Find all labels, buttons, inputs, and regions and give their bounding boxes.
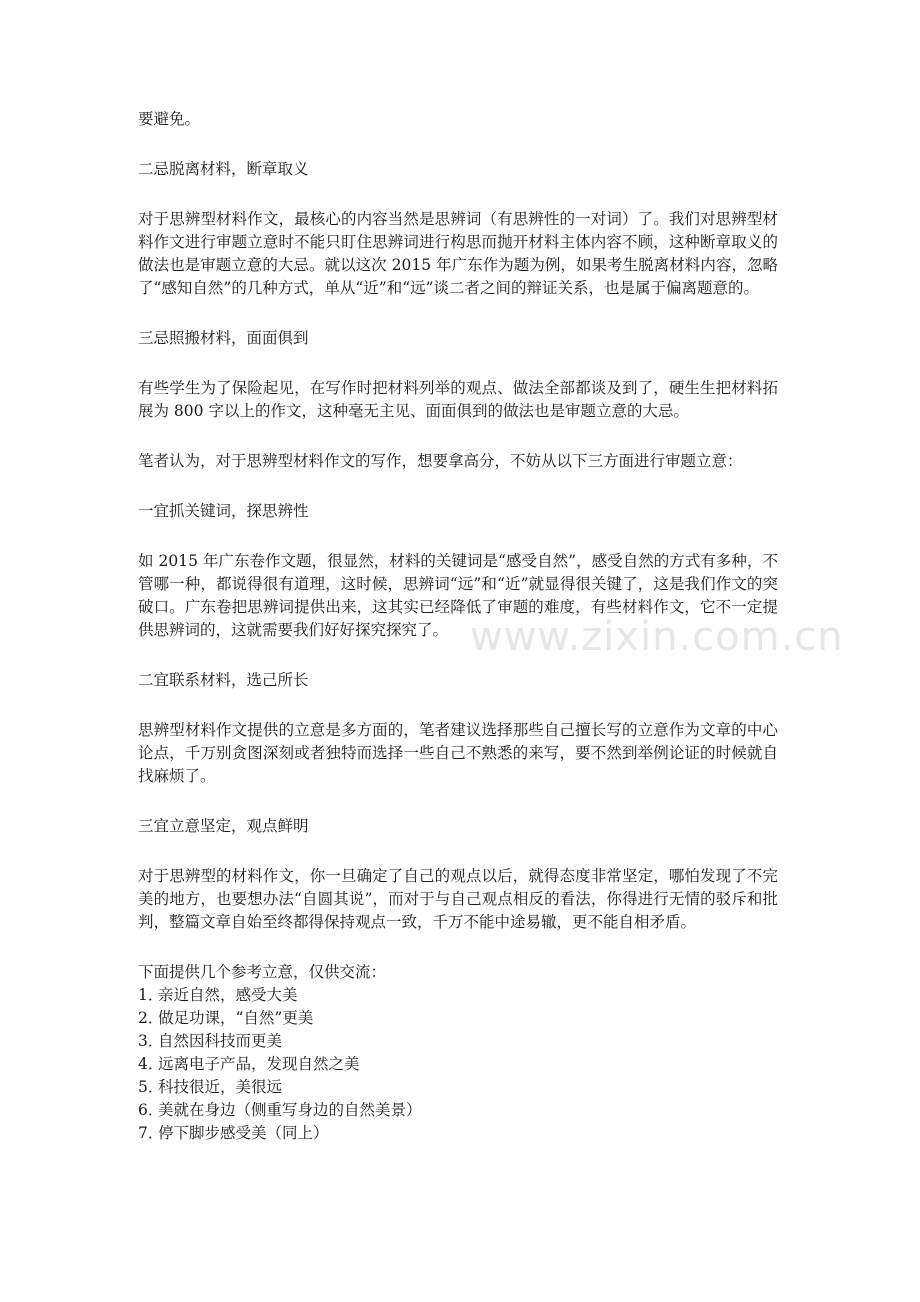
list-number: 7． xyxy=(138,1124,164,1142)
list-item xyxy=(138,984,778,1007)
list-item xyxy=(138,1099,778,1122)
list-text: 做足功课，“自然”更美 xyxy=(158,1009,314,1027)
list-text: 亲近自然，感受大美 xyxy=(158,986,298,1004)
paragraph: 如 2015 年广东卷作文题，很显然，材料的关键词是“感受自然”，感受自然的方式有多种，不管哪一种，都说得很有道理，这时候，思辨词“远”和“近”就显得很关键了，这是我们作文的突破口。广东卷把思辨词提供出来，这其实已经降低了审题的难度，有些材料作文，它不一定提供思辨词的，这就需要我们好好探究探究了。 xyxy=(138,552,778,639)
section-heading: 三宜立意坚定，观点鲜明 xyxy=(138,817,309,835)
section-heading: 一宜抓关键词，探思辨性 xyxy=(138,502,309,520)
list-number: 1． xyxy=(138,986,164,1004)
section-heading: 二忌脱离材料，断章取义 xyxy=(138,160,309,178)
list-text: 停下脚步感受美（同上） xyxy=(158,1124,329,1142)
list-number: 5． xyxy=(138,1078,164,1096)
list-item xyxy=(138,1122,778,1145)
document-body xyxy=(138,108,844,1145)
section-heading: 三忌照搬材料，面面俱到 xyxy=(138,329,309,347)
list-item xyxy=(138,1076,778,1099)
paragraph: 对于思辨型的材料作文，你一旦确定了自己的观点以后，就得态度非常坚定，哪怕发现了不完美的地方，也要想办法“自圆其说”，而对于与自己观点相反的看法，你得进行无情的驳斥和批判，整篇文章自始至终都得保持观点一致，千万不能中途易辙，更不能自相矛盾。 xyxy=(138,867,778,931)
paragraph: 对于思辨型材料作文，最核心的内容当然是思辨词（有思辨性的一对词）了。我们对思辨型材料作文进行审题立意时不能只盯住思辨词进行构思而抛开材料主体内容不顾，这种断章取义的做法也是审题立意的大忌。就以这次 2015 年广东作为题为例，如果考生脱离材料内容，忽略了“感知自然”的几种方式，单从“近”和“远”谈二者之间的辩证关系，也是属于偏离题意的。 xyxy=(138,210,778,297)
watermark: www.zixin.com.cn xyxy=(470,614,844,660)
paragraph: 思辨型材料作文提供的立意是多方面的，笔者建议选择那些自己擅长写的立意作为文章的中心论点，千万别贪图深刻或者独特而选择一些自己不熟悉的来写，要不然到举例论证的时候就自找麻烦了。 xyxy=(138,721,778,785)
list-intro: 下面提供几个参考立意，仅供交流： xyxy=(138,963,387,981)
list-text: 自然因科技而更美 xyxy=(158,1032,283,1050)
section-heading: 二宜联系材料，选己所长 xyxy=(138,671,309,689)
list-text: 美就在身边（侧重写身边的自然美景） xyxy=(158,1101,422,1119)
list-item xyxy=(138,1053,778,1076)
list-text: 科技很近，美很远 xyxy=(158,1078,283,1096)
list-item xyxy=(138,1030,778,1053)
list-number: 3． xyxy=(138,1032,164,1050)
paragraph: 要避免。 xyxy=(138,110,201,128)
paragraph: 笔者认为，对于思辨型材料作文的写作，想要拿高分，不妨从以下三方面进行审题立意： xyxy=(138,452,743,470)
paragraph: 有些学生为了保险起见，在写作时把材料列举的观点、做法全部都谈及到了，硬生生把材料拓展为 800 字以上的作文，这种毫无主见、面面俱到的做法也是审题立意的大忌。 xyxy=(138,379,778,420)
list-number: 2． xyxy=(138,1009,164,1027)
list-item xyxy=(138,1007,778,1030)
list-number: 4． xyxy=(138,1055,164,1073)
reference-list xyxy=(138,984,778,1145)
list-number: 6． xyxy=(138,1101,164,1119)
list-text: 远离电子产品，发现自然之美 xyxy=(158,1055,360,1073)
